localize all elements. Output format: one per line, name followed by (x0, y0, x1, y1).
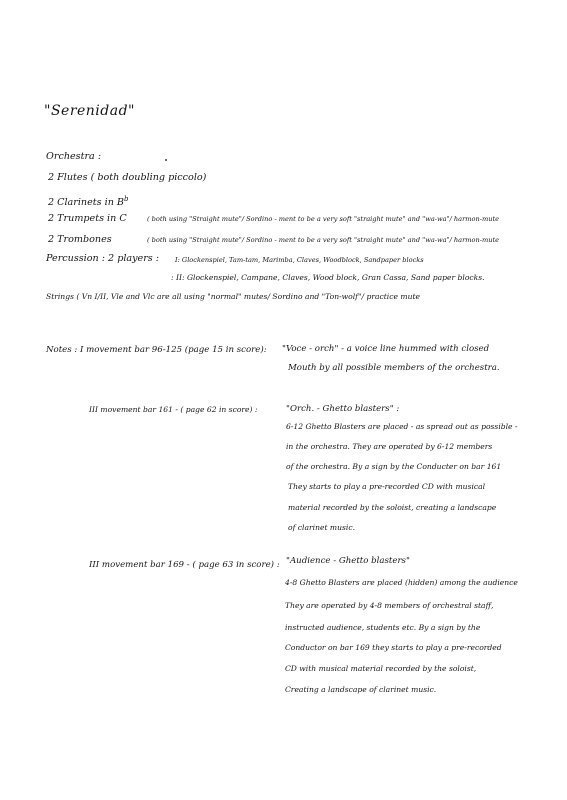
flutes-line: 2 Flutes ( both doubling piccolo) (48, 172, 207, 183)
bar-161-line: of clarinet music. (288, 523, 355, 532)
trombones-mute-note: ( both using "Straight mute"/ Sordino - ment to be a very soft "straight mute" and "wa-wa"/ harmon-mute (147, 236, 499, 244)
trumpets-mute-note: ( both using "Straight mute"/ Sordino - ment to be a very soft "straight mute" and "wa-wa"/ harmon-mute (147, 215, 499, 223)
document-title: "Serenidad" (44, 103, 135, 119)
movement-3-bar-169-ref: III movement bar 169 - ( page 63 in score) : (89, 560, 280, 570)
bar-161-line: material recorded by the soloist, creating a landscape (288, 503, 497, 512)
movement-3-bar-161-ref: III movement bar 161 - ( page 62 in score) : (89, 405, 258, 414)
bar-161-line: in the orchestra. They are operated by 6-12 members (286, 442, 493, 451)
notes-movement-1-text-cont: Mouth by all possible members of the orchestra. (288, 363, 500, 373)
bar-161-line: They starts to play a pre-recorded CD with musical (288, 482, 486, 491)
movement-3-bar-161-title: "Orch. - Ghetto blasters" : (286, 404, 400, 414)
bar-161-line: of the orchestra. By a sign by the Conducter on bar 161 (286, 462, 502, 471)
orchestra-heading: Orchestra : (46, 151, 102, 162)
clarinets-line (48, 196, 128, 208)
bar-169-line: They are operated by 4-8 members of orchestral staff, (285, 601, 494, 610)
bar-161-line: 6-12 Ghetto Blasters are placed - as spread out as possible - (286, 422, 518, 431)
flat-symbol: b (123, 195, 129, 203)
bar-169-line: 4-8 Ghetto Blasters are placed (hidden) among the audience (285, 578, 518, 587)
trumpets-label: 2 Trumpets in C (48, 213, 127, 224)
bar-169-line: CD with musical material recorded by the soloist, (285, 664, 477, 673)
bar-169-line: instructed audience, students etc. By a sign by the (285, 623, 481, 632)
movement-3-bar-169-title: "Audience - Ghetto blasters" (286, 556, 410, 566)
percussion-player-2: : II: Glockenspiel, Campane, Claves, Wood block, Gran Cassa, Sand paper blocks. (171, 273, 485, 282)
ink-dot (165, 159, 167, 161)
trombones-label: 2 Trombones (48, 234, 112, 245)
notes-movement-1-text: "Voce - orch" - a voice line hummed with closed (282, 344, 490, 354)
percussion-player-1: I: Glockenspiel, Tam-tam, Marimba, Claves, Woodblock, Sandpaper blocks (175, 256, 424, 264)
percussion-label: Percussion : 2 players : (46, 253, 160, 264)
bar-169-line: Creating a landscape of clarinet music. (285, 685, 437, 694)
clarinets-text: 2 Clarinets in B (48, 197, 124, 209)
bar-169-line: Conductor on bar 169 they starts to play a pre-recorded (285, 643, 502, 652)
strings-line: Strings ( Vn I/II, Vle and Vlc are all using "normal" mutes/ Sordino and "Ton-wolf"/ practice mute (46, 292, 421, 301)
notes-movement-1-ref: Notes : I movement bar 96-125 (page 15 in score): (46, 345, 267, 355)
